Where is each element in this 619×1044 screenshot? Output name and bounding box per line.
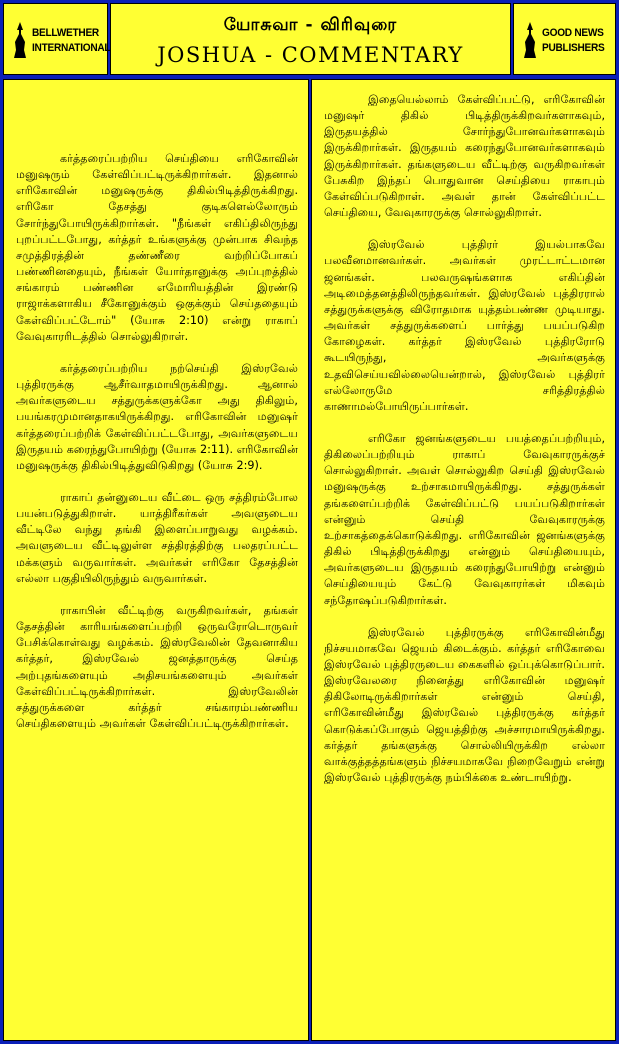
- publisher-logo-left: [4, 4, 111, 74]
- paragraph: ராகாப் தன்னுடைய வீட்டை ஒரு சத்திரம்போல பயன்படுத்துகிறாள். யாத்திரீகர்கள் அவளுடைய வீட்டிலே வந்து தங்கி இளைப்பாறுவது வழக்கம். அவளுடைய வீட்டிலுள்ள சத்திரத்திற்கு பலதரப்பட்ட மக்களும் வருவார்கள். அவர்கள் எரிகோ தேசத்தின் எல்லா பகுதியிலிருந்தும் வருவார்கள்.: [16, 490, 298, 585]
- logo-line-1: GOOD NEWS: [542, 27, 604, 39]
- right-column: [312, 80, 615, 1040]
- logo-line-1: BELLWETHER: [32, 27, 99, 39]
- page-title-tamil: யோசுவா - விரிவுரை: [223, 15, 398, 35]
- logo-line-2: PUBLISHERS: [542, 42, 605, 54]
- paragraph: இஸ்ரவேல் புத்திரர் இயல்பாகவே பலவீனமானவர்கள். அவர்கள் முரட்டாட்டமான ஜனங்கள். பலவருஷங்களாக எகிப்தின் அடிமைத்தனத்திலிருந்தவர்கள். இஸ்ரவேல் புத்திரரால் சத்துருக்களுக்கு விரோதமாக யுத்தம்பண்ண முடியாது. அவர்கள் சத்துருக்களைப் பார்த்து பயப்படுகிற கோழைகள். கர்த்தர் இஸ்ரவேல் புத்திரரோடு கூடயிருந்து, அவர்களுக்கு உதவிசெய்யவில்லையென்றால், இஸ்ரவேல் புத்திரர் எல்லோருமே சரித்திரத்தில் காணாமல்போயிருப்பார்கள்.: [324, 238, 605, 413]
- paragraph: இதையெல்லாம் கேள்விப்பட்டு, எரிகோவின் மனுஷர் திகில் பிடித்திருக்கிறவர்களாகவும், இருதயத்தில் சோர்ந்துபோனவர்களாகவும் இருக்கிறார்கள். இருதயம் கரைந்துபோனவர்களாகவும் இருக்கிறார்கள். தங்களுடைய வீட்டிற்கு வருகிறவர்கள் பேசுகிற இந்தப் பொதுவான செய்தியை ராகாபும் கேள்விப்படுகிறாள். அவள் தான் கேள்விப்பட்ட செய்தியை, வேவுகாரருக்கு சொல்லுகிறாள்.: [324, 93, 605, 220]
- left-column-text: [16, 151, 298, 748]
- paragraph: கர்த்தரைப்பற்றிய நற்செய்தி இஸ்ரவேல் புத்திரருக்கு ஆசீர்வாதமாயிருக்கிறது. ஆனால் அவர்களுடைய சத்துருக்களுக்கோ அது திகிலும், பயங்கரமுமானதாகயிருக்கிறது. எரிகோவின் மனுஷர் கர்த்தரைப்பற்றிக் கேள்விப்பட்டபோது, அவர்களுடைய இருதயம் கரைந்துபோயிற்று (யோசு 2:11). எரிகோவின் மனுஷருக்கு திகில்பிடித்துவிடுகிறது (யோசு 2:9).: [16, 361, 298, 472]
- bellwether-logo-icon: [12, 20, 28, 60]
- bellwether-logo: [12, 18, 111, 64]
- paragraph: இஸ்ரவேல் புத்திரருக்கு எரிகோவின்மீது நிச்சயமாகவே ஜெயம் கிடைக்கும். கர்த்தர் எரிகோவை இஸ்ரவேல் புத்திரருடைய கைகளில் ஒப்புக்கொடுப்பார். இஸ்ரவேலரை நினைத்து எரிகோவின் மனுஷர் திகிலோடிருக்கிறார்கள் என்னும் செய்தி, எரிகோவின்மீது இஸ்ரவேல் புத்திரருக்கு கர்த்தர் கொடுக்கப்போகும் ஜெயத்திற்கு அச்சாரமாயிருக்கிறது. கர்த்தர் தங்களுக்கு சொல்லியிருக்கிற எல்லா வாக்குத்தத்தங்களும் நிச்சயமாகவே நிறைவேறும் என்று இஸ்ரவேல் புத்திரருக்கு நம்பிக்கை உண்டாயிற்று.: [324, 625, 605, 785]
- paragraph: கர்த்தரைப்பற்றிய செய்தியை எரிகோவின் மனுஷரும் கேள்விப்பட்டிருக்கிறார்கள். இதனால் எரிகோவின் மனுஷருக்கு திகில்பிடித்திருக்கிறது. எரிகோ தேசத்து குடிகளெல்லோரும் சோர்ந்துபோயிருக்கிறார்கள். "நீங்கள் எகிப்திலிருந்து புறப்பட்டபோது, கர்த்தர் உங்களுக்கு முன்பாக சிவந்த சமுத்திரத்தின் தண்ணீரை வற்றிப்போகப் பண்ணினதையும், நீங்கள் யோர்தானுக்கு அப்புறத்தில் சங்காரம் பண்ணின எமோரியத்தின் இரண்டு ராஜாக்களாகிய சீகோனுக்கும் ஒகுக்கும் செய்ததையும் கேள்விப்பட்டோம்" (யோசு 2:10) என்று ராகாப் வேவுகாரரிடத்தில் சொல்லுகிறாள்.: [16, 152, 298, 343]
- title-banner: [111, 4, 510, 74]
- good-news-logo: [522, 18, 609, 64]
- page-title-english: JOSHUA - COMMENTARY: [157, 43, 464, 67]
- right-column-text: [324, 92, 605, 802]
- logo-line-2: INTERNATIONAL: [32, 42, 111, 54]
- publisher-logo-right: [514, 4, 615, 74]
- paragraph: ராகாபின் வீட்டிற்கு வருகிறவர்கள், தங்கள் தேசத்தின் காரியங்களைப்பற்றி ஒருவரோடொருவர் பேசிக்கொள்வது வழக்கம். இஸ்ரவேலின் தேவனாகிய கர்த்தர், இஸ்ரவேல் ஜனத்தாருக்கு செய்த அற்புதங்களையும் அதிசயங்களையும் அவர்கள் கேள்விப்பட்டிருக்கிறார்கள். இஸ்ரவேலின் சத்துருக்களை கர்த்தர் சங்காரம்பண்ணிய செய்திகளையும் அவர்கள் கேள்விப்பட்டிருக்கிறார்கள்.: [16, 603, 298, 730]
- left-column: [4, 80, 308, 1040]
- good-news-logo-icon: [522, 20, 538, 60]
- paragraph: எரிகோ ஜனங்களுடைய பயத்தைப்பற்றியும், திகிலைப்பற்றியும் ராகாப் வேவுகாரருக்குச் சொல்லுகிறாள். அவள் சொல்லுகிற செய்தி இஸ்ரவேல் மனுஷருக்கு உற்சாகமாயிருக்கிறது. சத்துருக்கள் தங்களைப்பற்றிக் கேள்விப்பட்டு பயப்படுகிறார்கள் என்னும் செய்தி வேவுகாரருக்கு உற்சாகத்தைக்கொடுக்கிறது. எரிகோவின் ஜனங்களுக்கு திகில் பிடித்திருக்கிறது என்னும் செய்தியையும், அவர்களுடைய இருதயம் கரைந்துபோயிற்று என்னும் செய்தியையும் கேட்டு வேவுகாரர்கள் மிகவும் சந்தோஷப்படுகிறார்கள்.: [324, 431, 605, 607]
